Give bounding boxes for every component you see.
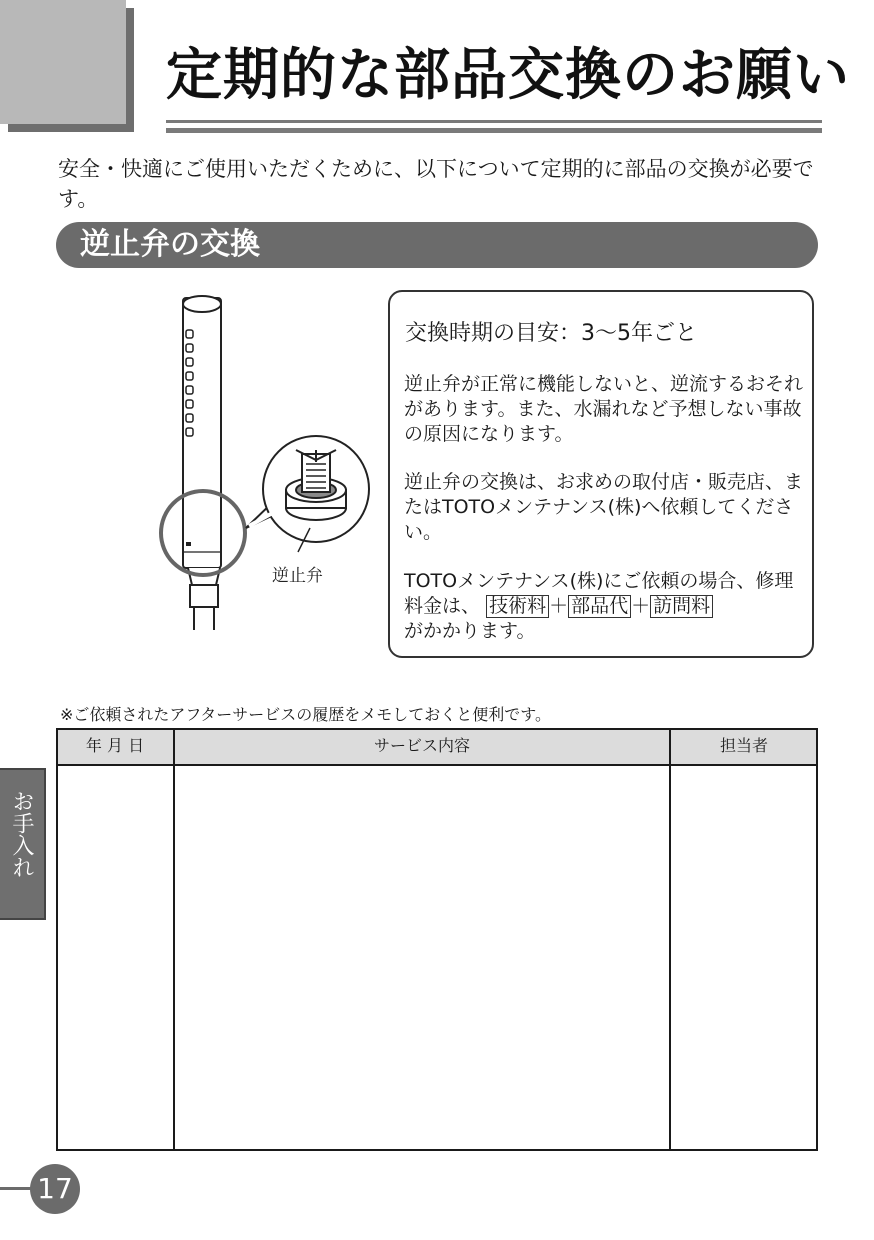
table-column-divider xyxy=(669,728,671,1151)
fee-technical: 技術料 xyxy=(486,595,549,618)
fee-visit: 訪問料 xyxy=(650,595,713,618)
table-header-service: サービス内容 xyxy=(373,736,470,755)
side-tab-label: お手入れ xyxy=(9,790,34,878)
info-paragraph-request: 逆止弁の交換は、お求めの取付店・販売店、またはTOTOメンテナンス(株)へ依頼してください。 xyxy=(404,471,804,543)
fees-lead-text: TOTOメンテナンス(株)にご依頼の場合、修理料金は、 xyxy=(404,570,794,617)
table-header-date: 年 月 日 xyxy=(85,736,145,755)
title-rule-thick xyxy=(166,128,822,133)
plus-sign: ＋ xyxy=(631,595,651,617)
fee-parts: 部品代 xyxy=(568,595,631,618)
info-paragraph-risk: 逆止弁が正常に機能しないと、逆流するおそれがあります。また、水漏れなど予想しない事故の原因になります。 xyxy=(404,373,804,445)
replacement-interval-heading: 交換時期の目安：3〜5年ごと xyxy=(405,321,697,346)
service-history-note: ※ご依頼されたアフターサービスの履歴をメモしておくと便利です。 xyxy=(60,705,552,724)
check-valve-label: 逆止弁 xyxy=(272,566,323,586)
service-log-table xyxy=(56,728,818,1151)
info-paragraph-fees xyxy=(404,569,808,644)
section-title: 逆止弁の交換 xyxy=(80,227,260,262)
table-header-staff: 担当者 xyxy=(719,736,768,755)
page-number: 17 xyxy=(30,1164,80,1214)
title-rule-thin xyxy=(166,120,822,123)
page-title: 定期的な部品交換のお願い xyxy=(166,43,850,108)
intro-text: 安全・快適にご使用いただくために、以下について定期的に部品の交換が必要です。 xyxy=(58,157,814,211)
plus-sign: ＋ xyxy=(549,595,569,617)
shower-valve-illustration xyxy=(150,290,385,640)
header-corner-block xyxy=(0,0,126,124)
table-header-divider xyxy=(56,764,818,766)
table-column-divider xyxy=(173,728,175,1151)
fees-tail-text: がかかります。 xyxy=(404,620,536,642)
small-mark-drawing xyxy=(186,542,191,546)
